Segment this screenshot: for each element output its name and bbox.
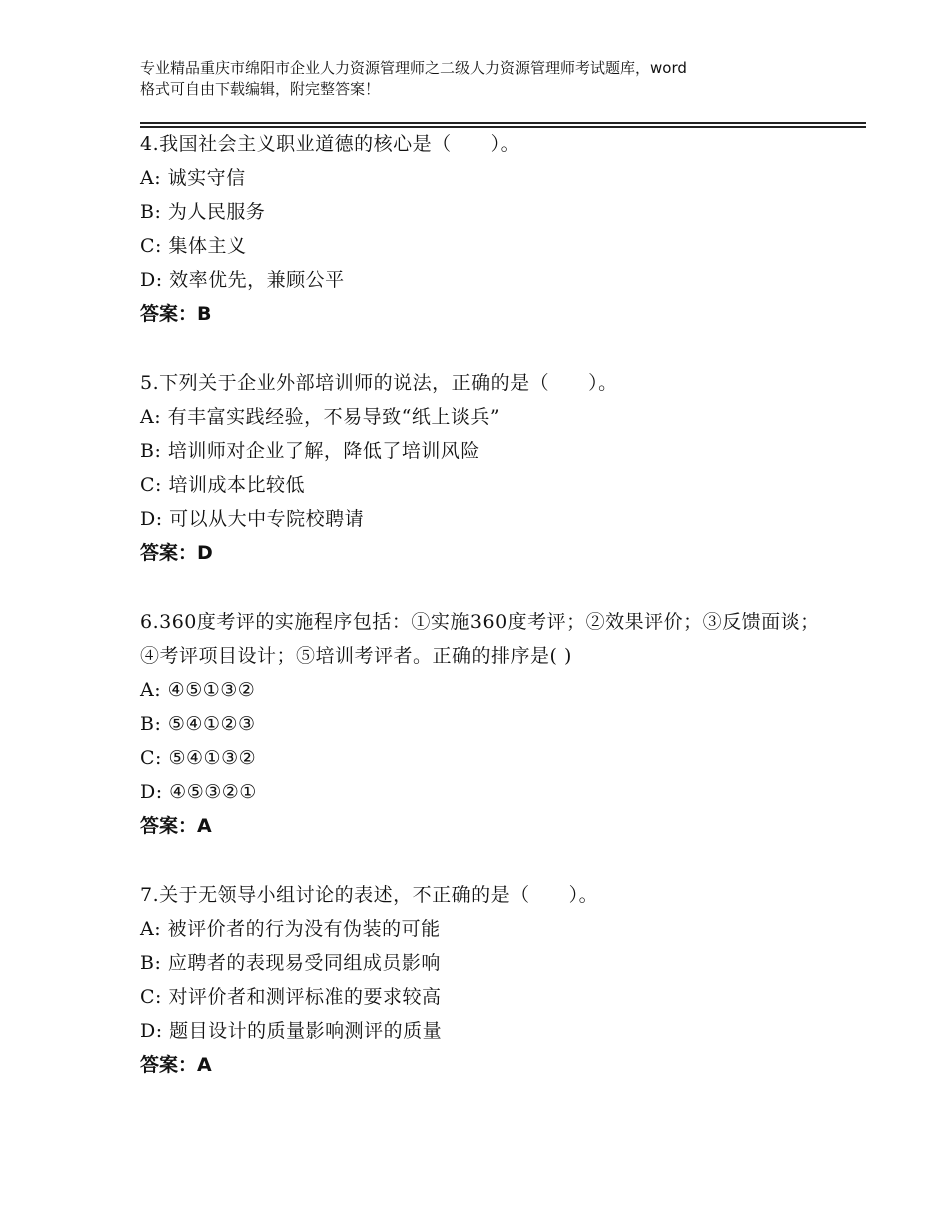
answer: 答案：A (140, 1054, 212, 1076)
option-c: C: 集体主义 (140, 235, 247, 257)
option-b: B: ⑤④①②③ (140, 713, 256, 735)
option-b: B: 为人民服务 (140, 201, 266, 223)
option-c: C: 培训成本比较低 (140, 474, 305, 496)
question-4 (140, 127, 830, 331)
option-a: A: 诚实守信 (140, 167, 246, 189)
question-text: 7.关于无领导小组讨论的表述，不正确的是（ ）。 (140, 884, 599, 906)
question-5 (140, 366, 830, 570)
option-d: D: 效率优先，兼顾公平 (140, 269, 345, 291)
answer: 答案：A (140, 815, 212, 837)
question-text: 5.下列关于企业外部培训师的说法，正确的是（ ）。 (140, 372, 618, 394)
header-line-2: 格式可自由下载编辑，附完整答案！ (140, 80, 381, 98)
option-d: D: 可以从大中专院校聘请 (140, 508, 365, 530)
option-a: A: ④⑤①③② (140, 679, 256, 701)
option-a: A: 被评价者的行为没有伪装的可能 (140, 918, 441, 940)
header-line-1: 专业精品重庆市绵阳市企业人力资源管理师之二级人力资源管理师考试题库，word (140, 59, 687, 77)
option-d: D: 题目设计的质量影响测评的质量 (140, 1020, 443, 1042)
option-a: A: 有丰富实践经验，不易导致“纸上谈兵” (140, 406, 501, 428)
option-c: C: ⑤④①③② (140, 747, 257, 769)
question-text: 4.我国社会主义职业道德的核心是（ ）。 (140, 133, 521, 155)
question-7 (140, 878, 830, 1082)
document-header (140, 58, 840, 100)
option-b: B: 应聘者的表现易受同组成员影响 (140, 952, 441, 974)
option-c: C: 对评价者和测评标准的要求较高 (140, 986, 442, 1008)
option-d: D: ④⑤③②① (140, 781, 257, 803)
answer: 答案：D (140, 542, 213, 564)
option-b: B: 培训师对企业了解，降低了培训风险 (140, 440, 480, 462)
answer: 答案：B (140, 303, 212, 325)
question-text: 6.360度考评的实施程序包括：①实施360度考评；②效果评价；③反馈面谈；④考评项目设计；⑤培训考评者。正确的排序是( ) (140, 611, 820, 667)
header-rule-top (140, 122, 866, 124)
question-6 (140, 605, 830, 843)
